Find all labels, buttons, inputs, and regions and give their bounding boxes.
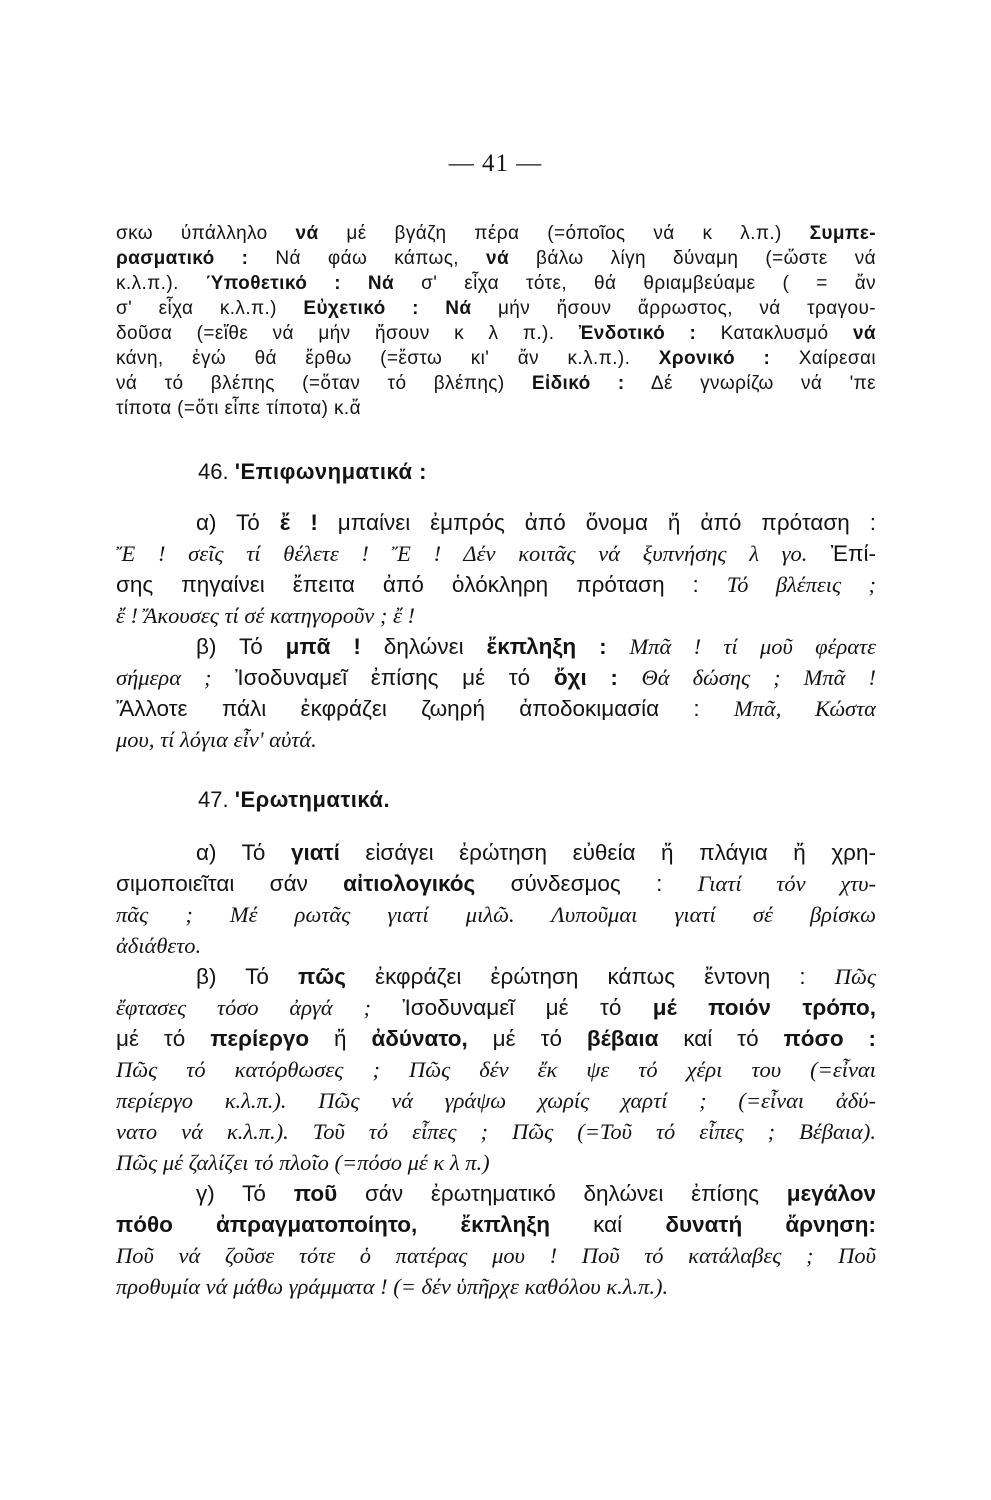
text-run: Δέ γνωρίζω νά 'πε <box>624 373 876 394</box>
italic-example: Πῶς <box>834 964 876 989</box>
text-run: σ' εἶχα τότε, θά θριαμβεύαμε ( = ἄν <box>394 273 876 294</box>
text-line <box>116 296 876 321</box>
italic-example: Θά δώσης ; Μπᾶ ! <box>641 665 876 690</box>
italic-example: περίεργο κ.λ.π.). Πῶς νά γράψω χωρίς χαρτί ; (=εἶναι ἀδύ- <box>116 1088 876 1113</box>
text-run: β) Τό <box>196 964 299 989</box>
italic-example: προθυμία νά μάθω γράμματα ! (= δέν ὑπῆρχε καθόλου κ.λ.π.). <box>116 1274 669 1299</box>
bold-term: γιατί <box>290 840 340 865</box>
bold-term: νά <box>295 223 319 244</box>
text-run: Κατακλυσμό <box>696 323 853 344</box>
bold-term: ἀδύνατο, <box>371 1026 468 1051</box>
italic-example: Πῶς τό κατόρθωσες ; Πῶς δέν ἔκ ψε τό χέρι του (=εἶναι <box>116 1057 876 1082</box>
bold-term: ἔκπληξη : <box>486 634 607 659</box>
text-run: Ἰσοδυναμεῖ μέ τό <box>370 995 653 1020</box>
text-line <box>116 1023 876 1054</box>
bold-term: ἔ ! <box>279 510 318 535</box>
text-run: μέ βγάζη πέρα (=όποῖος νά κ λ.π.) <box>318 223 810 244</box>
bold-term: Εὐχετικό : Νά <box>303 298 472 319</box>
text-line <box>116 1147 876 1178</box>
text-line <box>116 221 876 246</box>
text-run: νά τό βλέπης (=ὅταν τό βλέπης) <box>116 373 532 394</box>
text-run: ἐκφράζει ἐρώτηση κάπως ἔντονη : <box>345 964 835 989</box>
text-run: καί τό <box>658 1026 784 1051</box>
bold-term: περίεργο <box>210 1026 310 1051</box>
text-run: ἤ <box>309 1026 372 1051</box>
bold-term: νά <box>852 323 876 344</box>
bold-term: δυνατή ἄρνηση: <box>665 1212 876 1237</box>
text-line <box>116 271 876 296</box>
section-title: 'Επιφωνηματικά : <box>234 459 427 484</box>
text-line <box>116 569 876 600</box>
text-line <box>116 1054 876 1085</box>
text-line <box>116 346 876 371</box>
italic-example: Ποῦ νά ζοῦσε τότε ὁ πατέρας μου ! Ποῦ τό κατάλαβες ; Ποῦ <box>116 1243 876 1268</box>
text-run: σάν ἐρωτηματικό δηλώνει ἐπίσης <box>337 1181 787 1206</box>
italic-example: Τό βλέπεις ; <box>726 572 876 597</box>
bold-term: Συμπε- <box>809 223 876 244</box>
text-run: κ.λ.π.). <box>116 273 206 294</box>
bold-term: πόσο : <box>783 1026 876 1051</box>
text-run: μήν ἤσουν ἄρρωστος, νά τραγου- <box>471 298 876 319</box>
section-number: 46. <box>198 459 229 484</box>
bold-term: Ύποθετικό : Νά <box>205 273 395 294</box>
bold-term: πόθο ἀπραγματοποίητο, ἔκπληξη <box>116 1212 551 1237</box>
text-run: βάλω λίγη δύναμη (=ὥστε νά <box>509 248 876 269</box>
italic-example: Μπᾶ ! τί μοῦ φέρατε <box>629 634 876 659</box>
text-line <box>116 396 876 421</box>
bold-term: νά <box>485 248 510 269</box>
italic-example: ἔ ! Ἄκουσες τί σέ κατηγοροῦν ; ἔ ! <box>116 603 415 628</box>
text-line <box>116 1116 876 1147</box>
text-run: Νά φάω κάπως, <box>248 248 486 269</box>
text-run: Ἰσοδυναμεῖ ἐπίσης μέ τό <box>211 665 554 690</box>
text-line <box>116 899 876 930</box>
bold-term: ποῦ <box>293 1181 338 1206</box>
text-run: σης πηγαίνει ἔπειτα ἀπό ὁλόκληρη πρόταση : <box>116 572 727 597</box>
text-run: Ἄλλοτε πάλι ἐκφράζει ζωηρή ἀποδοκιμασία : <box>116 696 734 721</box>
italic-example: Μπᾶ, Κώστα <box>733 696 876 721</box>
text-line <box>116 538 876 569</box>
bold-term: βέβαια <box>586 1026 659 1051</box>
page-number: — 41 — <box>448 150 543 177</box>
italic-example: νατο νά κ.λ.π.). Τοῦ τό εἶπες ; Πῶς (=Τοῦ τό εἶπες ; Βέβαια). <box>116 1119 876 1144</box>
text-line <box>116 837 876 868</box>
text-line <box>116 930 876 961</box>
bold-term: πῶς <box>298 964 346 989</box>
section-number: 47. <box>198 787 229 812</box>
text-run: σύνδεσμος : <box>475 871 698 896</box>
text-run: δηλώνει <box>360 634 487 659</box>
bold-term: Χρονικό : <box>658 348 771 369</box>
section-heading-47 <box>198 787 390 813</box>
text-line <box>116 724 876 755</box>
text-run: μέ τό <box>467 1026 587 1051</box>
text-line <box>116 868 876 899</box>
bold-term: ὄχι : <box>553 665 618 690</box>
text-run <box>607 634 630 659</box>
italic-example: Γιατί τόν χτυ- <box>697 871 876 896</box>
bold-term: ρασματικό : <box>116 248 249 269</box>
bold-term: Ἐνδοτικό : <box>578 323 697 344</box>
text-line <box>116 1240 876 1271</box>
bold-term: μπᾶ ! <box>285 634 361 659</box>
italic-example: ἀδιάθετο. <box>116 933 202 958</box>
text-run: Χαίρεσαι <box>770 348 876 369</box>
text-run: γ) Τό <box>196 1181 294 1206</box>
text-line <box>116 246 876 271</box>
bold-term: μεγάλον <box>786 1181 876 1206</box>
section-title: 'Ερωτηματικά. <box>234 787 391 812</box>
text-line <box>116 961 876 992</box>
bold-term: μέ ποιόν τρόπο, <box>652 995 876 1020</box>
italic-example: Ἔ ! σεῖς τί θέλετε ! Ἔ ! Δέν κοιτᾶς νά ξυπνήσης λ γο. <box>116 541 808 566</box>
text-line <box>116 1271 876 1302</box>
bold-term: Εἰδικό : <box>531 373 625 394</box>
italic-example: ἔφτασες τόσο ἀργά ; <box>116 995 371 1020</box>
text-run: σκω ύπάλληλο <box>116 223 296 244</box>
text-run: τίποτα (=ὅτι εἶπε τίποτα) κ.ἄ <box>116 398 361 419</box>
paragraph-continued <box>116 221 876 421</box>
text-run: Ἐπί- <box>807 541 876 566</box>
text-run: α) Τό <box>196 510 280 535</box>
text-run: α) Τό <box>196 840 291 865</box>
text-line <box>116 1085 876 1116</box>
italic-example: μου, τί λόγια εἶν' αὐτά. <box>116 727 317 752</box>
text-line <box>116 1209 876 1240</box>
text-line <box>116 507 876 538</box>
text-run: β) Τό <box>196 634 286 659</box>
text-run: σιμοποιεῖται σάν <box>116 871 344 896</box>
text-line <box>116 600 876 631</box>
text-run: εἰσάγει ἐρώτηση εὐθεία ἤ πλάγια ἤ χρη- <box>339 840 876 865</box>
bold-term: αἰτιολογικός <box>343 871 476 896</box>
text-run: δοῦσα (=εἴθε νά μήν ἤσουν κ λ π.). <box>116 323 579 344</box>
text-line <box>116 371 876 396</box>
text-line <box>116 631 876 662</box>
section-47-body <box>116 837 876 1302</box>
text-run: σ' εἶχα κ.λ.π.) <box>116 298 304 319</box>
italic-example: πᾶς ; Μέ ρωτᾶς γιατί μιλῶ. Λυποῦμαι γιατί σέ βρίσκω <box>116 902 876 927</box>
text-line <box>116 1178 876 1209</box>
text-run: μπαίνει ἐμπρός ἀπό ὄνομα ἤ ἀπό πρόταση : <box>317 510 876 535</box>
text-line <box>116 992 876 1023</box>
text-run: κάνη, ἐγώ θά ἔρθω (=ἔστω κι' ἄν κ.λ.π.). <box>116 348 659 369</box>
section-heading-46 <box>198 459 427 485</box>
italic-example: σήμερα ; <box>116 665 212 690</box>
text-run: μέ τό <box>116 1026 211 1051</box>
italic-example: Πῶς μέ ζαλίζει τό πλοῖο (=πόσο μέ κ λ π.) <box>116 1150 490 1175</box>
section-46-body <box>116 507 876 755</box>
text-line <box>116 321 876 346</box>
text-run: καί <box>550 1212 666 1237</box>
text-line <box>116 662 876 693</box>
text-line <box>116 693 876 724</box>
text-run <box>618 665 642 690</box>
